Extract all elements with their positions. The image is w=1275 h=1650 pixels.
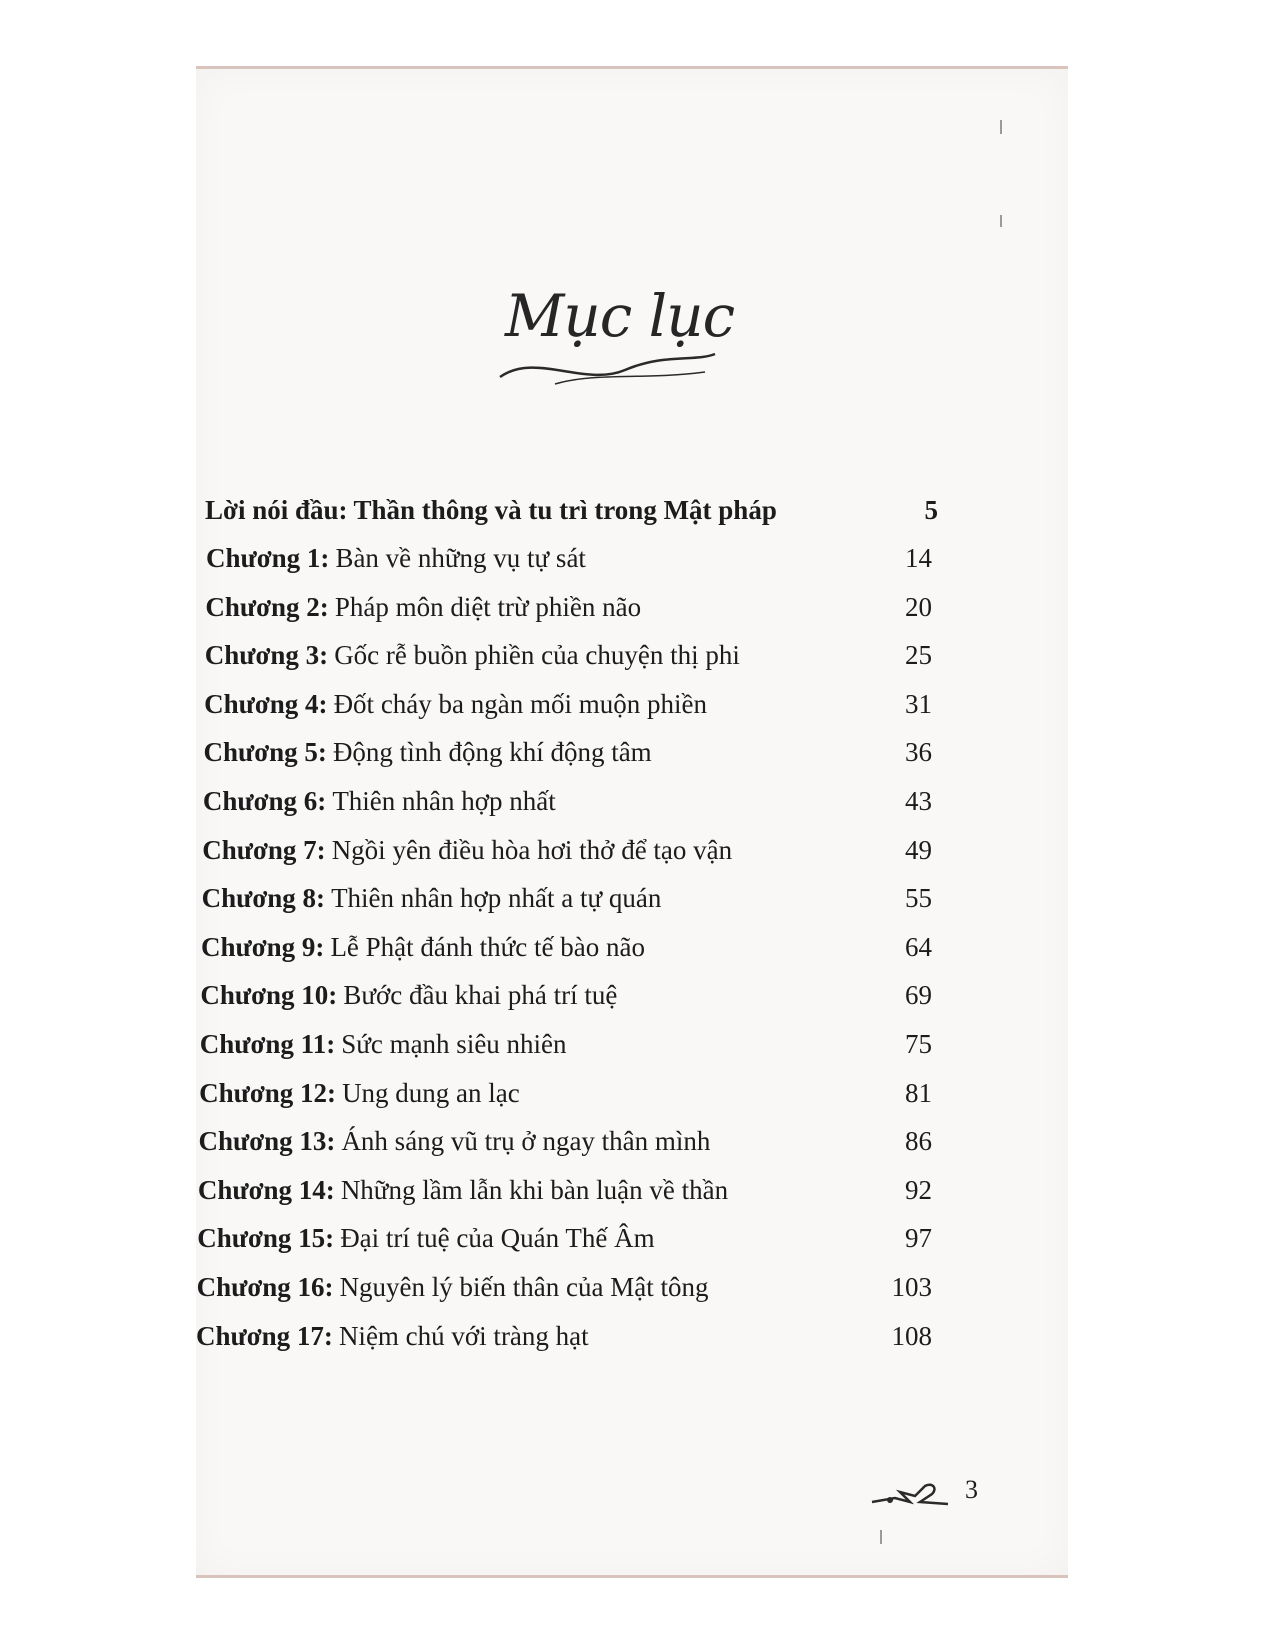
toc-intro-label: Lời nói đầu:: [205, 495, 348, 525]
toc-chapter-row: [196, 1320, 589, 1352]
toc-chapter-page: 55: [905, 883, 932, 914]
toc-chapter-label: Chương 5:: [203, 737, 327, 768]
toc-chapter-row: [204, 736, 652, 768]
toc-chapter-label: Chương 10:: [200, 980, 338, 1011]
toc-chapter-row: [204, 688, 707, 720]
toc-chapter-page: 20: [905, 591, 932, 622]
toc-chapter-title: Đốt cháy ba ngàn mối muộn phiền: [333, 688, 707, 719]
toc-chapter-label: Chương 15:: [197, 1223, 335, 1254]
toc-chapter-row: [198, 1174, 728, 1206]
toc-chapter-title: Thiên nhân hợp nhất: [332, 786, 556, 816]
toc-chapter-page: 43: [905, 786, 932, 816]
toc-chapter-label: Chương 13:: [198, 1126, 336, 1157]
toc-chapter-row: [197, 1222, 654, 1254]
toc-chapter-row: [200, 979, 617, 1011]
toc-chapter-page: 64: [905, 931, 932, 962]
toc-chapter-title: Những lầm lẫn khi bàn luận về thần: [340, 1174, 729, 1205]
toc-chapter-page: 81: [905, 1077, 932, 1108]
toc-intro-page: 5: [924, 495, 938, 525]
toc-chapter-page: 108: [891, 1320, 932, 1351]
toc-chapter-title: Pháp môn diệt trừ phiền não: [334, 591, 642, 622]
toc-chapter-label: Chương 3:: [204, 640, 329, 671]
toc-chapter-row: [206, 542, 586, 574]
toc-chapter-label: Chương 7:: [202, 834, 326, 865]
toc-chapter-row: [200, 1028, 567, 1060]
toc-chapter-label: Chương 9:: [201, 931, 325, 962]
toc-chapter-row: [203, 785, 556, 817]
toc-chapter-title: Bước đầu khai phá trí tuệ: [343, 980, 618, 1011]
toc-chapter-label: Chương 4:: [204, 688, 328, 719]
toc-chapter-label: Chương 14:: [197, 1174, 335, 1205]
toc-chapter-row: [201, 931, 645, 963]
toc-intro-row: [205, 494, 777, 526]
toc-chapter-page: 103: [891, 1272, 932, 1302]
toc-chapter-label: Chương 12:: [199, 1077, 337, 1108]
toc-chapter-title: Sức mạnh siêu nhiên: [341, 1029, 567, 1059]
toc-chapter-label: Chương 16:: [196, 1272, 334, 1302]
toc-chapter-title: Gốc rễ buồn phiền của chuyện thị phi: [334, 640, 740, 671]
toc-chapter-label: Chương 1:: [206, 543, 330, 573]
toc-chapter-page: 86: [905, 1126, 932, 1157]
toc-chapter-label: Chương 8:: [201, 883, 326, 914]
toc-chapter-row: [202, 834, 732, 866]
toc-chapter-page: 31: [905, 688, 932, 719]
page-number: 3: [965, 1475, 978, 1504]
toc-chapter-row: [202, 882, 662, 914]
toc-chapter-title: Thiên nhân hợp nhất a tự quán: [331, 883, 662, 914]
toc-chapter-page: 25: [905, 640, 932, 671]
toc-chapter-title: Ung dung an lạc: [342, 1077, 520, 1108]
toc-chapter-title: Nguyên lý biến thân của Mật tông: [339, 1272, 709, 1302]
toc-chapter-label: Chương 2:: [205, 591, 329, 622]
toc-chapter-row: [197, 1271, 709, 1303]
toc-intro-title: Thần thông và tu trì trong Mật pháp: [353, 495, 777, 525]
toc-chapter-label: Chương 17:: [196, 1320, 333, 1351]
toc-chapter-title: Ánh sáng vũ trụ ở ngay thân mình: [341, 1126, 711, 1157]
toc-chapter-page: 69: [905, 980, 932, 1011]
toc-chapter-title: Đại trí tuệ của Quán Thế Âm: [340, 1223, 655, 1254]
toc-chapter-page: 14: [905, 543, 932, 573]
toc-chapter-title: Niệm chú với tràng hạt: [338, 1320, 589, 1351]
toc-chapter-label: Chương 11:: [199, 1029, 336, 1059]
toc-chapter-row: [199, 1077, 520, 1109]
toc-chapter-page: 75: [905, 1029, 932, 1059]
toc-chapter-label: Chương 6:: [202, 786, 327, 816]
toc-chapter-page: 92: [905, 1174, 932, 1205]
toc-chapter-page: 49: [905, 834, 932, 865]
footer-ornament-icon: [870, 1480, 950, 1510]
toc-chapter-title: Bàn về những vụ tự sát: [335, 543, 586, 573]
toc-chapter-row: [205, 591, 641, 623]
toc-chapter-title: Động tình động khí động tâm: [332, 737, 652, 768]
toc-chapter-page: 97: [905, 1223, 932, 1254]
toc-heading-text: Mục lục: [505, 282, 735, 350]
toc-chapter-row: [205, 639, 740, 671]
toc-chapter-title: Ngồi yên điều hòa hơi thở để tạo vận: [331, 834, 733, 865]
toc-chapter-row: [199, 1125, 711, 1157]
toc-chapter-page: 36: [905, 737, 932, 768]
toc-chapter-title: Lễ Phật đánh thức tế bào não: [330, 931, 645, 962]
